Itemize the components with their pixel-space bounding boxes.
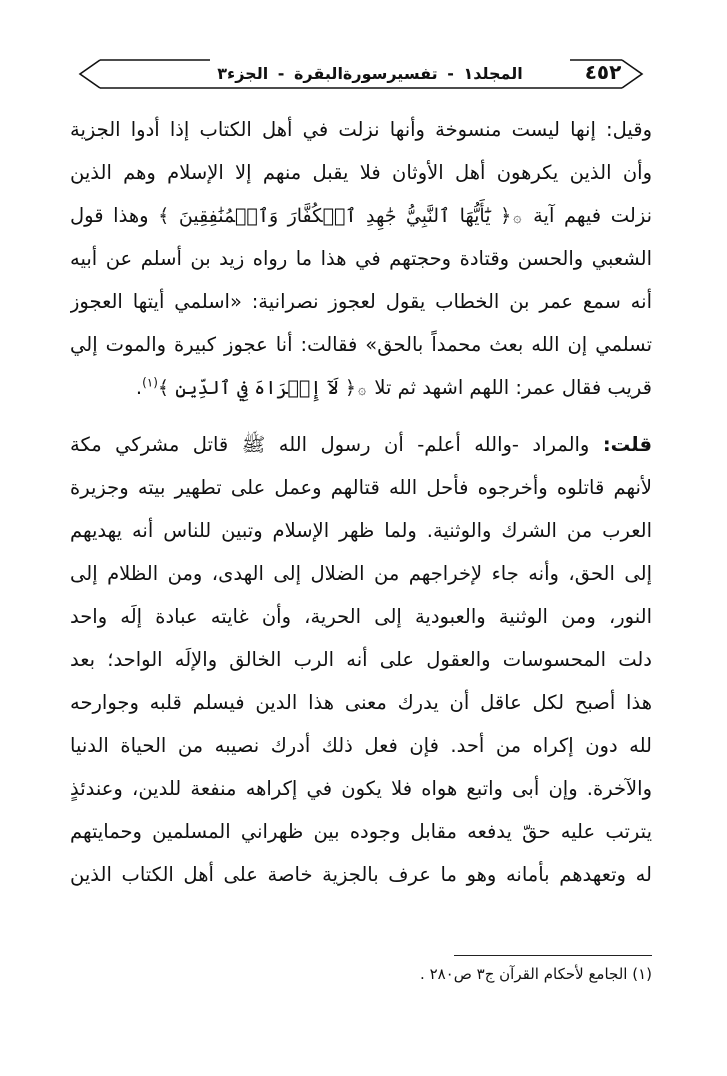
text-line-with-verse — [70, 194, 652, 237]
part-label: الجزء٣ — [217, 64, 269, 83]
page-number: ٤٥٢ — [584, 60, 622, 84]
text-line: الشعبي والحسن وقتادة وحجتهم في هذا ما رواه زيد بن أسلم عن أبيه — [70, 247, 652, 270]
text-line: وأن الذين يكرهون أهل الأوثان فلا يقبل منهم إلا الإسلام وهم الذين — [70, 161, 652, 184]
text-line: أنه سمع عمر بن الخطاب يقول لعجوز نصرانية: «اسلمي أيتها العجوز — [70, 290, 652, 313]
quran-star-ornament: ۞ — [513, 210, 522, 226]
quran-bracket-open: ﴿ — [500, 205, 512, 227]
text-line: يترتب عليه حقّ يدفعه مقابل وجوده بين ظهراني المسلمين وحمايتهم — [70, 820, 652, 843]
text-line: دلت المحسوسات والعقول على أنه الرب الخالق والإلَه الواحد؛ بعد — [70, 648, 652, 671]
body-text — [70, 108, 652, 896]
text-segment: قريب فقال عمر: اللهم اشهد ثم تلا — [374, 376, 652, 399]
footnote: (١) الجامع لأحكام القرآن ج٣ ص٢٨٠ . — [420, 965, 652, 983]
text-segment: . — [135, 376, 143, 399]
text-line: له وتعهدهم بأمانه وهو ما عرف بالجزية خاصة على أهل الكتاب الذين — [70, 863, 652, 886]
text-line-with-label — [70, 423, 652, 466]
text-line: إلى الحق، وأنه جاء لإخراجهم من الضلال إلى الهدى، ومن الظلام إلى — [70, 562, 652, 585]
text-line: لله دون إكراه من أحد. فإن فعل ذلك أدرك نصيبه من الحياة الدنيا — [70, 734, 652, 757]
header-separator: - — [447, 64, 454, 83]
header-separator: - — [277, 64, 285, 83]
footnote-reference: (١) — [142, 375, 158, 390]
book-title: تفسيرسورةالبقرة — [293, 64, 438, 83]
text-segment: وهذا قول — [70, 204, 149, 227]
volume-label: المجلد١ — [463, 64, 523, 83]
quran-verse: يَٰٓأَيُّهَا ٱلنَّبِيُّ جَٰهِدِ ٱلۡكُفَّارَ وَٱلۡمُنَٰفِقِينَ — [178, 205, 491, 227]
text-line: العرب من الشرك والوثنية. ولما ظهر الإسلام وتبين للناس أنه يهديهم — [70, 519, 652, 542]
text-segment: والمراد -والله أعلم- أن رسول الله ﷺ قاتل مشركي مكة — [70, 433, 590, 456]
quran-bracket-close: ﴾ — [158, 205, 170, 227]
quran-bracket-close: ﴾ — [157, 377, 170, 399]
text-line: النور، ومن الوثنية والعبودية إلى الحرية، وأن غايته عبادة إلَه واحد — [70, 605, 652, 628]
quran-bracket-open: ﴿ — [344, 377, 356, 399]
text-segment: نزلت فيهم آية — [533, 204, 652, 227]
text-line: وقيل: إنها ليست منسوخة وأنها نزلت في أهل الكتاب إذا أدوا الجزية — [70, 118, 652, 141]
footnote-divider — [454, 955, 652, 956]
text-line: هذا أصبح لكل عاقل أن يدرك معنى هذا الدين فيسلم قلبه وجوارحه — [70, 691, 652, 714]
text-line: تسلمي إن الله بعث محمداً بالحق» فقالت: أنا عجوز كبيرة والموت إلي — [70, 333, 652, 356]
text-line: والآخرة. وإن أبى واتبع هواه فلا يكون في إكراهه منفعة للدين، وعندئذٍ — [70, 777, 652, 800]
header-frame-ornament — [70, 0, 650, 120]
qult-label: قلت: — [602, 433, 652, 456]
quran-verse: لَآ إِكۡرَاهَ فِي ٱلدِّينِ — [175, 377, 339, 399]
running-header — [200, 64, 540, 83]
text-line-with-verse — [70, 366, 652, 409]
text-line: لأنهم قاتلوه وأخرجوه فأحل الله قتالهم وعمل على تطهير بيته وجزيرة — [70, 476, 652, 499]
quran-star-ornament: ۞ — [357, 382, 367, 398]
